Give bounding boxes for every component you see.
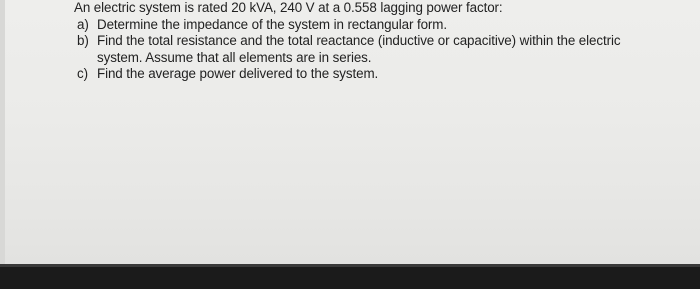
question-b — [74, 33, 674, 66]
question-a-marker: a) — [77, 16, 89, 32]
bottom-dark-bar — [0, 264, 700, 289]
question-b-text-line-2: system. Assume that all elements are in series. — [97, 49, 372, 65]
question-c — [74, 66, 674, 83]
question-a-text: Determine the impedance of the system in rectangular form. — [97, 16, 447, 32]
problem-text — [74, 0, 674, 83]
question-c-text: Find the average power delivered to the system. — [97, 66, 379, 81]
question-b-text-line-1: Find the total resistance and the total reactance (inductive or capacitive) within the electric — [97, 33, 621, 48]
question-a — [74, 17, 674, 34]
bottom-bar-edge — [0, 264, 700, 267]
question-c-marker: c) — [77, 66, 88, 81]
question-b-marker: b) — [77, 33, 89, 48]
page-edge-shadow — [0, 0, 5, 264]
problem-statement: An electric system is rated 20 kVA, 240 V at a 0.558 lagging power factor: — [74, 0, 503, 15]
